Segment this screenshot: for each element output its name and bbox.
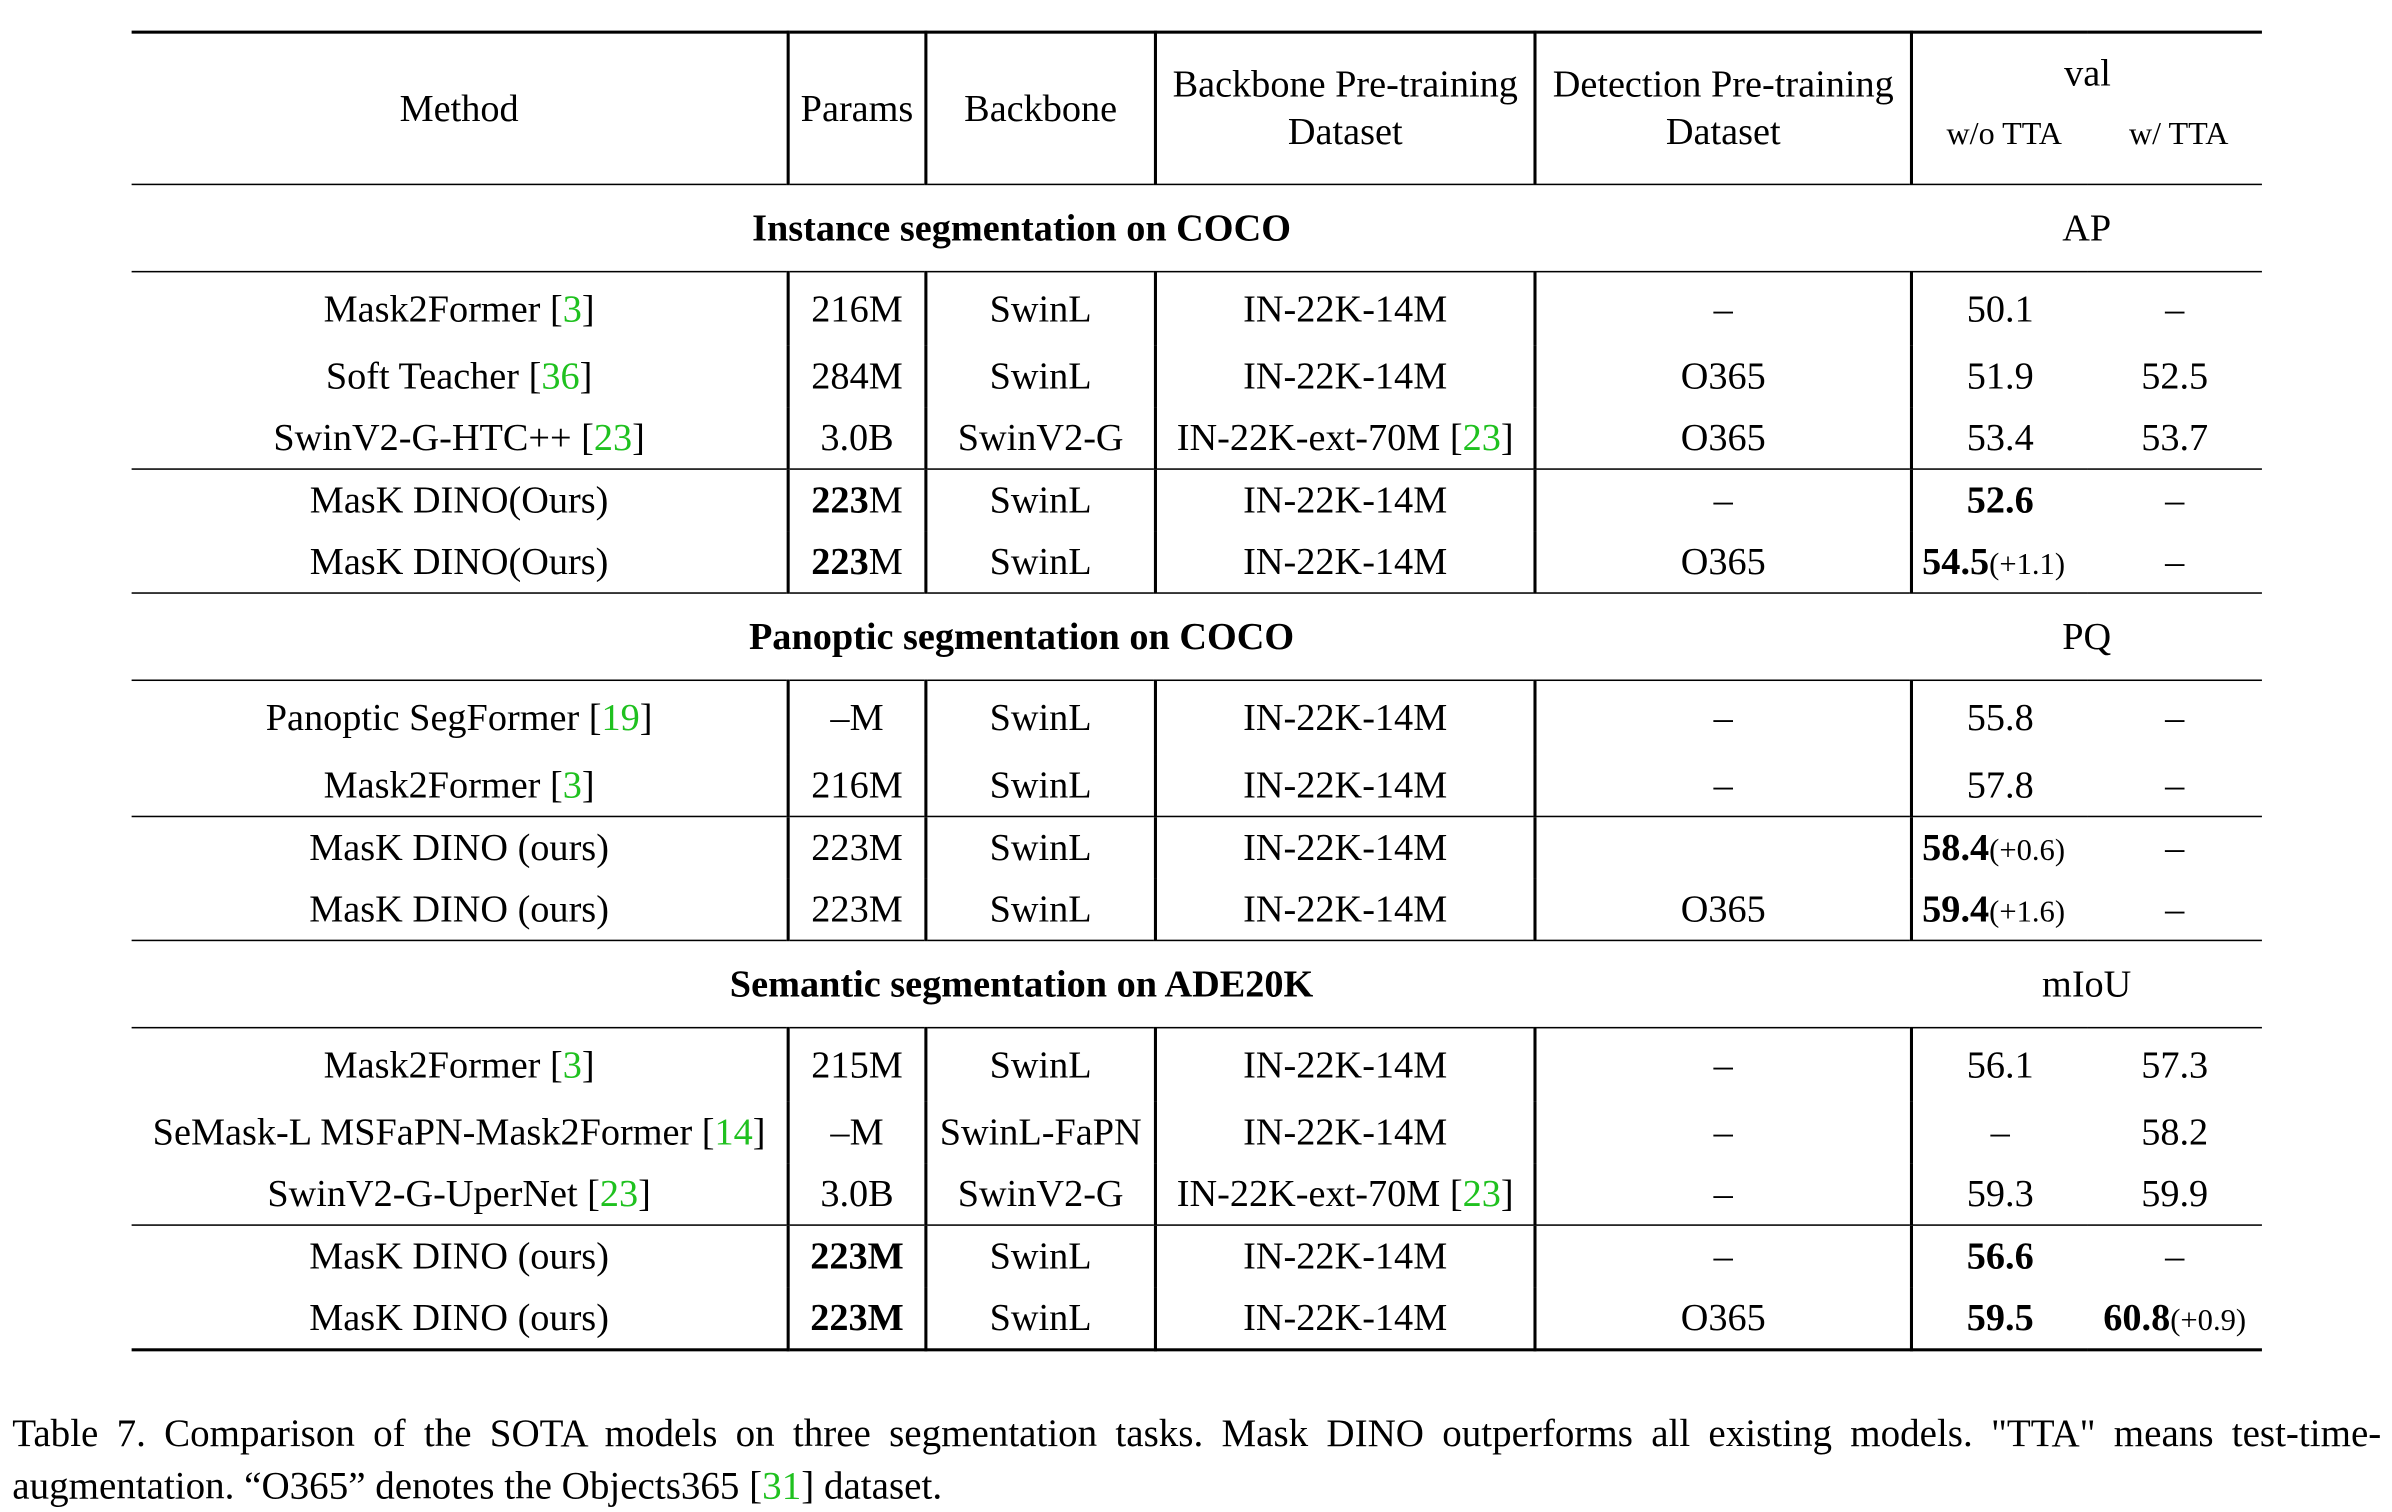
cell-backbone-pretraining: IN-22K-14M <box>1155 272 1535 346</box>
citation-link[interactable]: 3 <box>562 1044 582 1086</box>
cell-method: SeMask-L MSFaPN-Mask2Former [14] <box>132 1102 789 1163</box>
cell-method: MasK DINO (ours) <box>132 1225 789 1287</box>
cell-backbone-pretraining: IN-22K-14M <box>1155 1225 1535 1287</box>
header-row <box>132 32 2262 184</box>
cell-backbone: SwinL <box>926 272 1156 346</box>
section-header-row <box>132 184 2262 271</box>
header-backbone-pretraining: Backbone Pre-training Dataset <box>1155 32 1535 184</box>
cell-method: Mask2Former [3] <box>132 1028 789 1102</box>
cell-w-tta: 57.3 <box>2087 1028 2261 1102</box>
header-method: Method <box>132 32 789 184</box>
cell-backbone: SwinL <box>926 878 1156 940</box>
section-title: Semantic segmentation on ADE20K <box>132 940 1912 1027</box>
cell-wo-tta: 55.8 <box>1911 680 2087 754</box>
citation-link[interactable]: 23 <box>1462 417 1501 459</box>
cell-method: SwinV2-G-HTC++ [23] <box>132 407 789 469</box>
citation-link[interactable]: 31 <box>762 1463 802 1508</box>
header-detection-pretraining: Detection Pre-training Dataset <box>1535 32 1911 184</box>
cell-backbone: SwinL <box>926 816 1156 878</box>
cell-backbone: SwinL <box>926 531 1156 593</box>
citation-link[interactable]: 23 <box>1462 1173 1501 1215</box>
section-metric: PQ <box>1911 593 2261 680</box>
cell-params: 3.0B <box>788 1163 926 1225</box>
cell-params: –M <box>788 1102 926 1163</box>
cell-backbone-pretraining: IN-22K-14M <box>1155 469 1535 531</box>
cell-params: –M <box>788 680 926 754</box>
cell-wo-tta: – <box>1990 1111 2010 1154</box>
citation-link[interactable]: 23 <box>593 417 633 459</box>
cell-backbone-pretraining: IN-22K-14M <box>1155 1102 1535 1163</box>
table-row <box>132 1102 2262 1163</box>
table-row <box>132 1028 2262 1102</box>
cell-wo-tta: 59.3 <box>1966 1173 2034 1215</box>
cell-wo-tta: 53.4 <box>1966 417 2034 459</box>
table-row <box>132 680 2262 754</box>
ours-row <box>132 1287 2262 1350</box>
cell-w-tta: 53.7 <box>2141 417 2209 459</box>
cell-wo-tta: 59.4(+1.6) <box>1922 888 2066 930</box>
cell-backbone-pretraining: IN-22K-14M <box>1155 531 1535 593</box>
cell-params: 223M <box>788 878 926 940</box>
cell-w-tta: – <box>2087 1225 2261 1287</box>
ours-row <box>132 469 2262 531</box>
cell-backbone-pretraining: IN-22K-14M <box>1155 1287 1535 1350</box>
cell-backbone-pretraining: IN-22K-14M <box>1155 878 1535 940</box>
cell-backbone-pretraining: IN-22K-ext-70M [23] <box>1155 1163 1535 1225</box>
cell-backbone: SwinV2-G <box>926 407 1156 469</box>
cell-backbone-pretraining: IN-22K-ext-70M [23] <box>1155 407 1535 469</box>
cell-method: MasK DINO (ours) <box>132 816 789 878</box>
section-metric: mIoU <box>1911 940 2261 1027</box>
cell-w-tta: 52.5 <box>2141 355 2209 398</box>
results-table <box>132 31 2262 1352</box>
section-header-row <box>132 940 2262 1027</box>
citation-link[interactable]: 19 <box>601 697 640 739</box>
cell-params: 223M <box>788 1225 926 1287</box>
cell-detection-pretraining: O365 <box>1535 1287 1911 1350</box>
cell-detection-pretraining: – <box>1535 1028 1911 1102</box>
header-wo-tta: w/o TTA <box>1946 114 2063 152</box>
cell-detection-pretraining: – <box>1535 1163 1911 1225</box>
cell-detection-pretraining: – <box>1535 1225 1911 1287</box>
citation-link[interactable]: 3 <box>562 764 582 806</box>
cell-params: 223M <box>788 469 926 531</box>
cell-detection-pretraining: – <box>1535 1102 1911 1163</box>
cell-wo-tta: 57.8 <box>1966 764 2034 806</box>
cell-detection-pretraining: – <box>1535 680 1911 754</box>
cell-method: SwinV2-G-UperNet [23] <box>132 1163 789 1225</box>
cell-w-tta: 58.2 <box>2141 1111 2209 1154</box>
cell-w-tta: 59.9 <box>2141 1173 2209 1215</box>
ours-row <box>132 531 2262 593</box>
table-row <box>132 346 2262 407</box>
cell-method: Mask2Former [3] <box>132 754 789 816</box>
cell-backbone: SwinL <box>926 754 1156 816</box>
cell-detection-pretraining: O365 <box>1535 407 1911 469</box>
cell-wo-tta: 58.4(+0.6) <box>1911 816 2087 878</box>
table-row <box>132 754 2262 816</box>
cell-w-tta: – <box>2165 764 2185 806</box>
header-backbone: Backbone <box>926 32 1156 184</box>
ours-row <box>132 816 2262 878</box>
cell-detection-pretraining: O365 <box>1535 878 1911 940</box>
cell-w-tta: – <box>2087 816 2261 878</box>
cell-params: 284M <box>788 346 926 407</box>
section-title: Instance segmentation on COCO <box>132 184 1912 271</box>
cell-params: 216M <box>788 754 926 816</box>
ours-row <box>132 1225 2262 1287</box>
citation-link[interactable]: 3 <box>562 288 582 330</box>
table-row <box>132 407 2262 469</box>
cell-params: 223M <box>788 531 926 593</box>
section-metric: AP <box>1911 184 2261 271</box>
cell-w-tta: – <box>2087 469 2261 531</box>
cell-params: 215M <box>788 1028 926 1102</box>
cell-backbone-pretraining: IN-22K-14M <box>1155 346 1535 407</box>
cell-params: 3.0B <box>788 407 926 469</box>
header-w-tta: w/ TTA <box>2128 114 2229 152</box>
cell-method: Soft Teacher [36] <box>132 346 789 407</box>
citation-link[interactable]: 14 <box>714 1111 753 1154</box>
cell-backbone-pretraining: IN-22K-14M <box>1155 754 1535 816</box>
cell-backbone: SwinV2-G <box>926 1163 1156 1225</box>
cell-w-tta: 60.8(+0.9) <box>2087 1287 2261 1350</box>
header-val: val w/o TTA w/ TTA <box>1911 32 2261 184</box>
cell-params: 223M <box>788 816 926 878</box>
cell-wo-tta: 51.9 <box>1966 355 2034 398</box>
citation-link[interactable]: 36 <box>541 355 580 398</box>
table-row <box>132 1163 2262 1225</box>
cell-method: Mask2Former [3] <box>132 272 789 346</box>
cell-backbone: SwinL-FaPN <box>926 1102 1156 1163</box>
cell-method: MasK DINO (ours) <box>132 1287 789 1350</box>
cell-wo-tta: 52.6 <box>1911 469 2087 531</box>
cell-backbone: SwinL <box>926 1225 1156 1287</box>
cell-backbone-pretraining: IN-22K-14M <box>1155 680 1535 754</box>
cell-backbone: SwinL <box>926 346 1156 407</box>
section-title: Panoptic segmentation on COCO <box>132 593 1912 680</box>
cell-w-tta: – <box>2087 272 2261 346</box>
table-row <box>132 272 2262 346</box>
ours-row <box>132 878 2262 940</box>
cell-detection-pretraining: – <box>1535 272 1911 346</box>
cell-params: 223M <box>788 1287 926 1350</box>
citation-link[interactable]: 23 <box>599 1173 639 1215</box>
table-caption: Table 7. Comparison of the SOTA models on three segmentation tasks. Mask DINO outperforms all existing models. "TTA" means test-time-augmentation. “O365” denotes the Objects365 [31] dataset. <box>12 1411 2382 1508</box>
cell-method: MasK DINO(Ours) <box>132 469 789 531</box>
cell-method: MasK DINO(Ours) <box>132 531 789 593</box>
cell-detection-pretraining: O365 <box>1535 346 1911 407</box>
cell-detection-pretraining: – <box>1535 469 1911 531</box>
section-header-row <box>132 593 2262 680</box>
cell-backbone: SwinL <box>926 1028 1156 1102</box>
cell-w-tta: – <box>2165 888 2185 930</box>
header-params: Params <box>788 32 926 184</box>
cell-backbone-pretraining: IN-22K-14M <box>1155 1028 1535 1102</box>
cell-detection-pretraining: O365 <box>1535 531 1911 593</box>
cell-backbone: SwinL <box>926 469 1156 531</box>
cell-method: Panoptic SegFormer [19] <box>132 680 789 754</box>
cell-method: MasK DINO (ours) <box>132 878 789 940</box>
cell-wo-tta: 56.1 <box>1911 1028 2087 1102</box>
cell-wo-tta: 54.5(+1.1) <box>1922 540 2066 583</box>
cell-w-tta: – <box>2165 540 2185 583</box>
cell-wo-tta: 50.1 <box>1911 272 2087 346</box>
cell-w-tta: – <box>2087 680 2261 754</box>
cell-detection-pretraining <box>1535 816 1911 878</box>
cell-backbone: SwinL <box>926 1287 1156 1350</box>
cell-detection-pretraining: – <box>1535 754 1911 816</box>
cell-backbone-pretraining: IN-22K-14M <box>1155 816 1535 878</box>
cell-params: 216M <box>788 272 926 346</box>
cell-backbone: SwinL <box>926 680 1156 754</box>
cell-wo-tta: 56.6 <box>1911 1225 2087 1287</box>
cell-wo-tta: 59.5 <box>1911 1287 2087 1350</box>
